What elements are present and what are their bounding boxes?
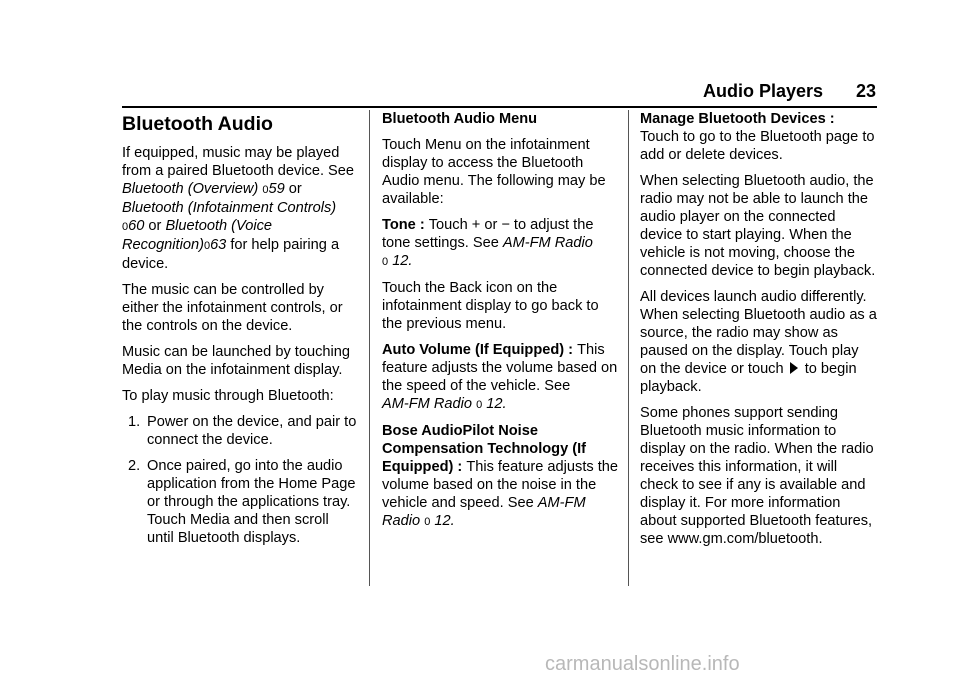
link-page-59[interactable]: 59 (268, 181, 285, 197)
step-number: 2. (128, 458, 141, 474)
text: or (144, 218, 166, 234)
page-number: 23 (855, 81, 876, 101)
column-2 (382, 110, 618, 539)
column-1 (122, 110, 358, 555)
step-text: Once paired, go into the audio application from the Home Page or through the applications tray. Touch Media and then scroll until Bluetooth displays. (147, 458, 356, 546)
controls-paragraph: The music can be controlled by either the infotainment controls, or the controls on the device. (122, 282, 343, 334)
header-rule (122, 106, 877, 108)
text: . (450, 513, 455, 529)
watermark: carmanualsonline.info (545, 653, 740, 675)
page-ref-icon: 0 (424, 516, 431, 528)
menu-paragraph: Touch Menu on the infotainment display to access the Bluetooth Audio menu. The following may be available: (382, 137, 606, 207)
steps-list (122, 413, 358, 547)
media-paragraph: Music can be launched by touching Media on the infotainment display. (122, 344, 350, 378)
tone-label: Tone : (382, 217, 429, 233)
text: This feature adjusts the volume based on the noise in the vehicle and speed. See (382, 459, 619, 511)
text: or (284, 181, 302, 197)
text: Touch to go to the Bluetooth page to add or delete devices. (640, 129, 875, 163)
section-title: Audio Players (702, 81, 823, 101)
text: If equipped, music may be played from a paired Bluetooth device. See (122, 145, 355, 179)
menu-heading: Bluetooth Audio Menu (382, 111, 538, 127)
text: to begin playback. (640, 361, 857, 395)
auto-volume-item (382, 341, 618, 414)
page-ref-icon: 0 (476, 399, 483, 411)
link-am-fm-radio[interactable]: AM-FM Radio (502, 235, 593, 251)
link-page-12[interactable]: 12 (434, 513, 451, 529)
column-divider (369, 110, 370, 586)
page-ref-icon: 0 (382, 256, 389, 268)
back-paragraph: Touch the Back icon on the infotainment display to go back to the previous menu. (382, 280, 599, 332)
manage-devices-label: Manage Bluetooth Devices : (640, 111, 835, 127)
bose-label: Bose AudioPilot Noise Compensation Technology (If Equipped) : (382, 423, 587, 475)
steps-intro: To play music through Bluetooth: (122, 388, 334, 404)
bose-item (382, 422, 618, 531)
launch-paragraph: When selecting Bluetooth audio, the radio may not be able to launch the audio player on the connected device to start playing. When the vehicle is not moving, choose the connected device to begin playback. (640, 173, 876, 279)
link-page-12[interactable]: 12 (486, 396, 503, 412)
link-page-12[interactable]: 12 (392, 253, 409, 269)
link-am-fm-radio[interactable]: AM-FM Radio (382, 396, 473, 412)
link-page-63[interactable]: 63 (210, 237, 227, 253)
intro-paragraph (122, 144, 358, 273)
link-am-fm-radio[interactable]: AM-FM Radio (382, 495, 586, 529)
link-bluetooth-infotainment-controls[interactable]: Bluetooth (Infotainment Controls) (122, 200, 337, 216)
text: All devices launch audio differently. When selecting Bluetooth audio as a source, the radio may show as paused on the display. Touch play on the device or touch (640, 289, 877, 377)
phones-paragraph: Some phones support sending Bluetooth music information to display on the radio. When the radio receives this information, it will check to see if any is available and display it. For more information about supported Bluetooth features, see www.gm.com/bluetooth. (640, 405, 874, 547)
text: This feature adjusts the volume based on the speed of the vehicle. See (382, 342, 618, 394)
step-number: 1. (128, 414, 141, 430)
page-ref-icon: 0 (262, 184, 269, 196)
list-item (122, 457, 358, 547)
page-ref-icon: 0 (203, 240, 211, 252)
column-divider (628, 110, 629, 586)
step-text: Power on the device, and pair to connect the device. (147, 414, 357, 448)
section-heading: Bluetooth Audio (122, 113, 273, 135)
tone-item (382, 216, 618, 271)
list-item (122, 413, 358, 449)
link-page-60[interactable]: 60 (128, 218, 145, 234)
link-bluetooth-voice-recognition[interactable]: Bluetooth (Voice Recognition) (122, 218, 272, 253)
text: Touch + or − to adjust the tone settings. See (382, 217, 594, 251)
page-ref-icon: 0 (122, 221, 129, 233)
link-bluetooth-overview[interactable]: Bluetooth (Overview) (122, 181, 259, 197)
auto-volume-label: Auto Volume (If Equipped) : (382, 342, 578, 358)
manage-devices-item (640, 110, 878, 164)
text: for help pairing a device. (122, 237, 340, 272)
paused-paragraph (640, 288, 878, 396)
column-3 (640, 110, 878, 556)
text: . (408, 253, 413, 269)
play-icon (790, 362, 798, 374)
text: . (502, 396, 507, 412)
